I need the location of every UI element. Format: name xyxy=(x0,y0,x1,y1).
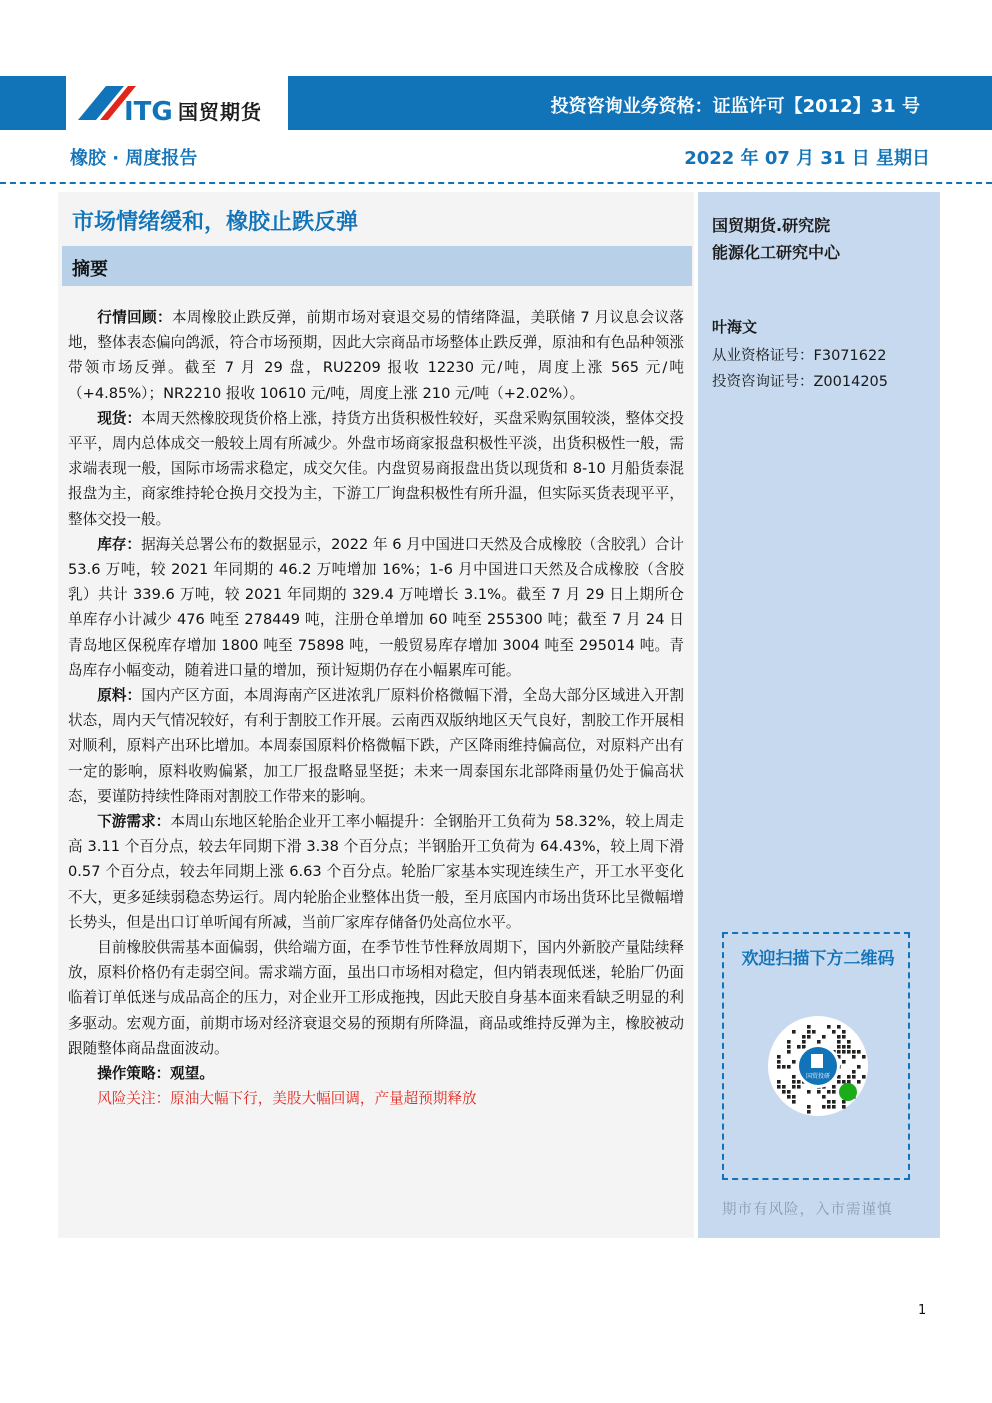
page-number: 1 xyxy=(918,1303,927,1318)
section-downstream xyxy=(68,809,684,935)
section-text: 据海关总署公布的数据显示，2022 年 6 月中国进口天然及合成橡胶（含胶乳）合计 53.6 万吨，较 2021 年同期的 46.2 万吨增加 16%；1-6 月中国进口天然及合成橡胶（含胶乳）共计 339.6 万吨，较 2021 年同期的 329.4 万吨增长 3.1%。截至 7 月 29 日上期所仓单库存小计减少 476 吨至 278449 吨，注册仓单增加 60 吨至 255300 吨；截至 7 月 24 日青岛地区保税库存增加 1800 吨至 75898 吨，一般贸易库存增加 3004 吨至 295014 吨。青岛库存小幅变动，随着进口量的增加，预计短期仍存在小幅累库可能。 xyxy=(68,535,684,679)
logo xyxy=(66,76,288,134)
risk-text: 原油大幅下行，美股大幅回调，产量超预期释放 xyxy=(170,1090,477,1108)
risk-warning: 期市有风险，入市需谨慎 xyxy=(722,1202,893,1218)
logo-mark: ITG xyxy=(124,97,173,126)
summary-bar xyxy=(62,246,692,286)
strategy-value: 观望。 xyxy=(170,1065,214,1083)
org-line-1: 国贸期货.研究院 xyxy=(712,216,831,235)
summary-content xyxy=(68,305,684,1112)
report-date: 2022 年 07 月 31 日 星期日 xyxy=(684,148,930,169)
section-inventory xyxy=(68,532,684,683)
section-label: 原料： xyxy=(97,687,142,705)
header-divider xyxy=(0,182,992,184)
section-label: 下游需求： xyxy=(97,813,171,831)
org-line-2: 能源化工研究中心 xyxy=(712,243,841,262)
section-text: 本周山东地区轮胎企业开工率小幅提升：全钢胎开工负荷为 58.32%，较上周走高 3.11 个百分点，较去年同期下滑 3.38 个百分点；半钢胎开工负荷为 64.43%，较上周下滑 0.57 个百分点，较去年同期上涨 6.63 个百分点。轮胎厂家基本实现连续生产，开工水平变化不大，更多延续弱稳态势运行。周内轮胎企业整体出货一般，至月底国内市场出货环比呈微幅增长势头，但是出口订单听闻有所减，当前厂家库存储备仍处高位水平。 xyxy=(68,813,684,931)
qr-caption: 欢迎扫描下方二维码 xyxy=(741,949,895,969)
section-text: 本周橡胶止跌反弹，前期市场对衰退交易的情绪降温，美联储 7 月议息会议落地，整体表态偏向鸽派，符合市场预期，因此大宗商品市场整体止跌反弹，原油和有色品种领涨带领市场反弹。截至 7 月 29 盘，RU2209 报收 12230 元/吨，周度上涨 565 元/吨（+4.85%）；NR2210 报收 10610 元/吨，周度上涨 210 元/吨（+2.02%）。 xyxy=(68,309,684,402)
strategy-label: 操作策略： xyxy=(97,1065,171,1083)
risk-label: 风险关注： xyxy=(97,1090,171,1108)
section-label: 现货： xyxy=(97,409,142,427)
author-certs xyxy=(712,343,888,395)
section-market-review xyxy=(68,305,684,406)
itg-logo-icon xyxy=(66,82,176,126)
cert-practice: 从业资格证号：F3071622 xyxy=(712,348,887,364)
qr-code-icon[interactable] xyxy=(766,1014,870,1118)
sidebar-org xyxy=(712,212,840,266)
qr-box xyxy=(722,932,910,1180)
license-text: 投资咨询业务资格：证监许可【2012】31 号 xyxy=(550,96,920,117)
section-label: 库存： xyxy=(97,535,142,553)
section-text: 目前橡胶供需基本面偏弱，供给端方面，在季节性节性释放周期下，国内外新胶产量陆续释放，原料价格仍有走弱空间。需求端方面，虽出口市场相对稳定，但内销表现低迷，轮胎厂仍面临着订单低迷与成品高企的压力，对企业开工形成拖拽，因此天胶自身基本面来看缺乏明显的利多驱动。宏观方面，前期市场对经济衰退交易的预期有所降温，商品或维持反弹为主，橡胶被动跟随整体商品盘面波动。 xyxy=(68,939,684,1057)
risk-line xyxy=(68,1086,684,1111)
qr-center-label: 国贸投研 xyxy=(805,1073,831,1080)
logo-text: 国贸期货 xyxy=(178,100,262,124)
author-name: 叶海文 xyxy=(712,318,758,336)
section-raw-material xyxy=(68,683,684,809)
summary-heading: 摘要 xyxy=(72,259,108,280)
section-text: 国内产区方面，本周海南产区进浓乳厂原料价格微幅下滑，全岛大部分区域进入开割状态，周内天气情况较好，有利于割胶工作开展。云南西双版纳地区天气良好，割胶工作开展相对顺利，原料产出环比增加。本周泰国原料价格微幅下跌，产区降雨维持偏高位，对原料产出有一定的影响，原料收购偏紧，加工厂报盘略显坚挺；未来一周泰国东北部降雨量仍处于偏高状态，要谨防持续性降雨对割胶工作带来的影响。 xyxy=(68,687,684,805)
section-outlook xyxy=(68,935,684,1061)
section-text: 本周天然橡胶现货价格上涨，持货方出货积极性较好，买盘采购氛围较淡，整体交投平平，周内总体成交一般较上周有所减少。外盘市场商家报盘积极性平淡，出货积极性一般，需求端表现一般，国际市场需求稳定，成交欠佳。内盘贸易商报盘出货以现货和 8-10 月船货泰混报盘为主，商家维持轮仓换月交投为主，下游工厂询盘积极性有所升温，但实际买货表现平平，整体交投一般。 xyxy=(68,409,684,528)
cert-advisory: 投资咨询证号：Z0014205 xyxy=(712,374,889,390)
report-title: 市场情绪缓和，橡胶止跌反弹 xyxy=(72,210,359,235)
strategy-line xyxy=(68,1061,684,1086)
section-label: 行情回顾： xyxy=(97,309,172,326)
section-spot xyxy=(68,406,684,532)
report-category: 橡胶 · 周度报告 xyxy=(70,148,198,169)
